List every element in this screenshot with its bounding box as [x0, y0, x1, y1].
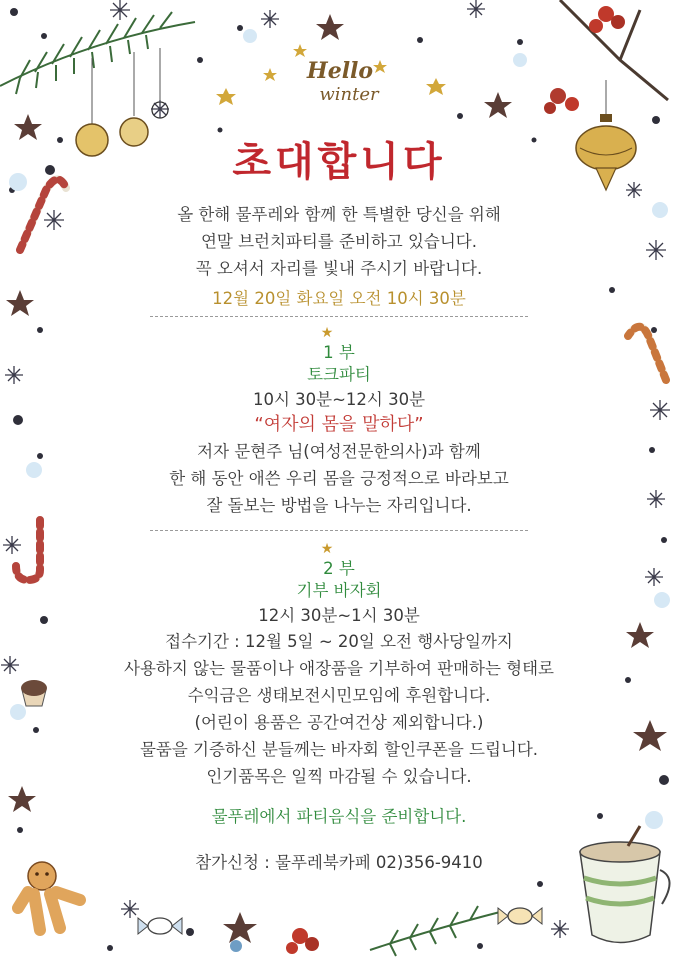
part1-name: 토크파티: [307, 365, 371, 384]
section-divider: [150, 316, 528, 317]
part1-number: 1 부: [323, 343, 355, 362]
part1-time: 10시 30분~12시 30분: [252, 390, 426, 409]
part2-name: 기부 바자회: [296, 581, 382, 600]
part2-desc-6: 인기품목은 일찍 마감될 수 있습니다.: [206, 767, 472, 786]
contact-info: 참가신청 : 물푸레북카페 02)356-9410: [195, 853, 483, 872]
part1-topic: “여자의 몸을 말하다”: [254, 414, 424, 435]
part2-desc-2: 사용하지 않는 물품이나 애장품을 기부하여 판매하는 형태로: [124, 659, 554, 678]
intro-line-2: 연말 브런치파티를 준비하고 있습니다.: [200, 232, 477, 251]
star-icon: ★: [320, 325, 334, 341]
hello-text: Hello: [306, 58, 374, 84]
intro-line-1: 올 한해 물푸레와 함께 한 특별한 당신을 위해: [177, 205, 501, 224]
intro-line-3: 꼭 오셔서 자리를 빛내 주시기 바랍니다.: [195, 259, 483, 278]
star-icon: ★: [320, 541, 334, 557]
part1-desc-1: 저자 문현주 님(여성전문한의사)과 함께: [197, 442, 481, 461]
event-date: 12월 20일 화요일 오전 10시 30분: [212, 289, 466, 308]
winter-text: winter: [319, 84, 379, 105]
part2-desc-5: 물품을 기증하신 분들께는 바자회 할인쿠폰을 드립니다.: [139, 740, 539, 759]
hello-winter-lettering: [280, 58, 400, 118]
page-title: 초대합니다: [232, 138, 446, 185]
part1-desc-3: 잘 돌보는 방법을 나누는 자리입니다.: [206, 496, 472, 515]
part2-desc-1: 접수기간 : 12월 5일 ~ 20일 오전 행사당일까지: [165, 632, 513, 651]
part2-desc-3: 수익금은 생태보전시민모임에 후원합니다.: [187, 686, 491, 705]
part2-number: 2 부: [323, 559, 355, 578]
food-notice: 물푸레에서 파티음식을 준비합니다.: [211, 807, 467, 826]
part2-desc-4: (어린이 용품은 공간여건상 제외합니다.): [194, 713, 484, 732]
part1-desc-2: 한 해 동안 애쓴 우리 몸을 긍정적으로 바라보고: [169, 469, 509, 488]
section-divider: [150, 530, 528, 531]
part2-time: 12시 30분~1시 30분: [258, 606, 420, 625]
